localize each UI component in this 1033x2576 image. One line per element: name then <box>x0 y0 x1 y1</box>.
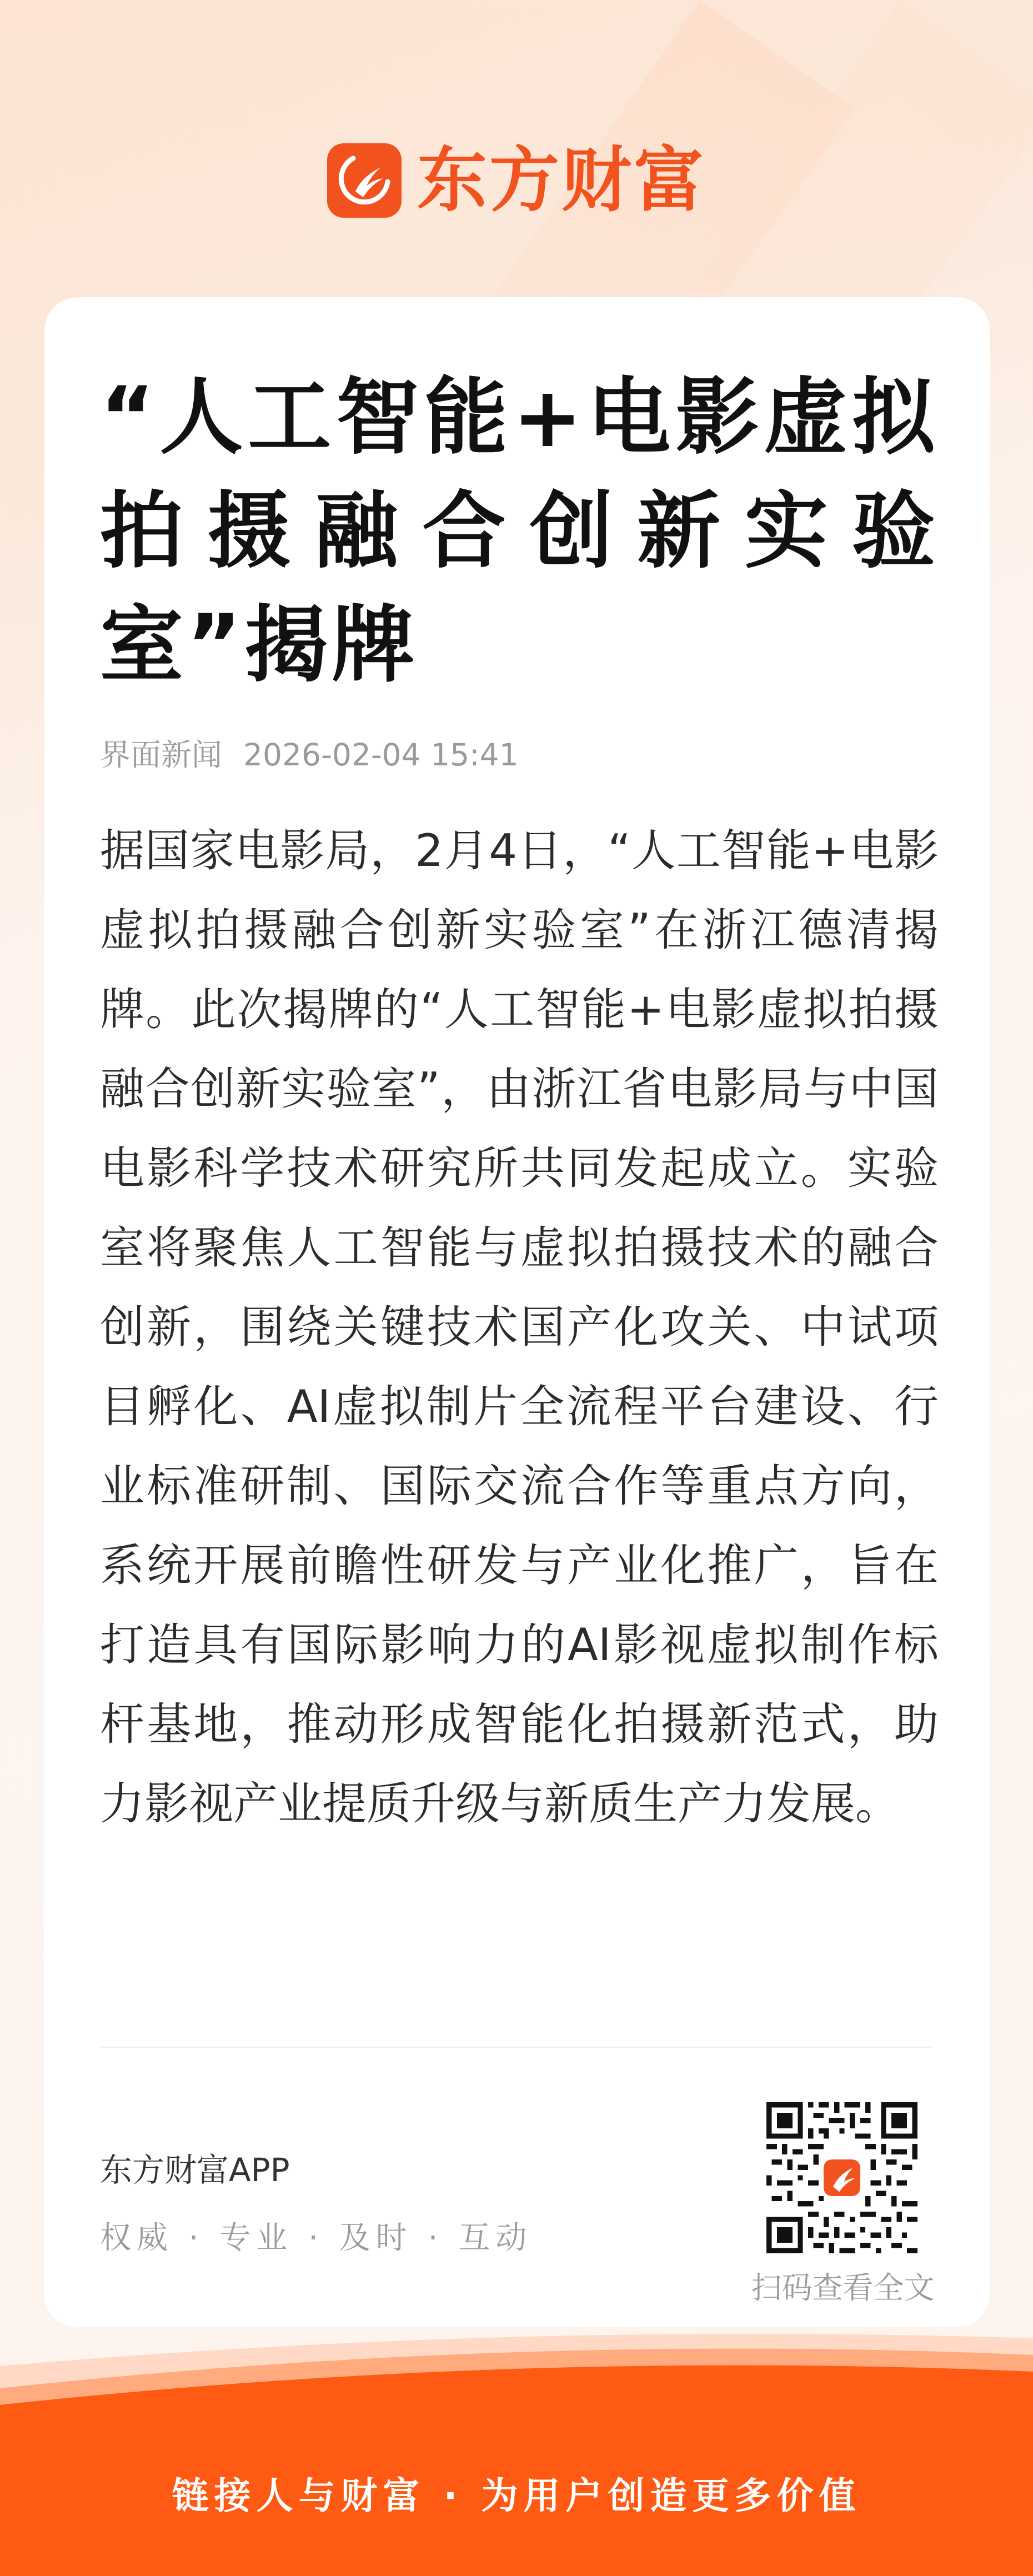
app-slogan: 权威 · 专业 · 及时 · 互动 <box>100 2220 533 2256</box>
app-name: 东方财富APP <box>100 2151 290 2189</box>
article-title: “人工智能+电影虚拟拍摄融合创新实验室”揭牌 <box>100 369 939 694</box>
brand-header <box>0 139 1033 222</box>
article-datetime: 2026-02-04 15:41 <box>243 737 519 773</box>
footer-band <box>0 2322 1033 2576</box>
qr-code-icon[interactable] <box>766 2102 917 2253</box>
qr-caption: 扫码查看全文 <box>751 2270 935 2306</box>
article-body: 据国家电影局，2月4日，“人工智能+电影虚拟拍摄融合创新实验室”在浙江德清揭牌。此次揭牌的“人工智能+电影虚拟拍摄融合创新实验室”，由浙江省电影局与中国电影科学技术研究所共同发起成立。实验室将聚焦人工智能与虚拟拍摄技术的融合创新，围绕关键技术国产化攻关、中试项目孵化、AI虚拟制片全流程平台建设、行业标准研制、国际交流合作等重点方向，系统开展前瞻性研发与产业化推广，旨在打造具有国际影响力的AI影视虚拟制作标杆基地，推动形成智能化拍摄新范式，助力影视产业提质升级与新质生产力发展。 <box>100 825 939 1830</box>
divider <box>100 2047 933 2048</box>
brand-logo-icon <box>327 143 402 218</box>
article-meta <box>100 730 519 774</box>
footer-tagline: 链接人与财富 · 为用户创造更多价值 <box>172 2474 861 2517</box>
article-card <box>44 297 990 2327</box>
brand-name: 东方财富 <box>417 139 706 221</box>
article-source: 界面新闻 <box>100 737 223 773</box>
